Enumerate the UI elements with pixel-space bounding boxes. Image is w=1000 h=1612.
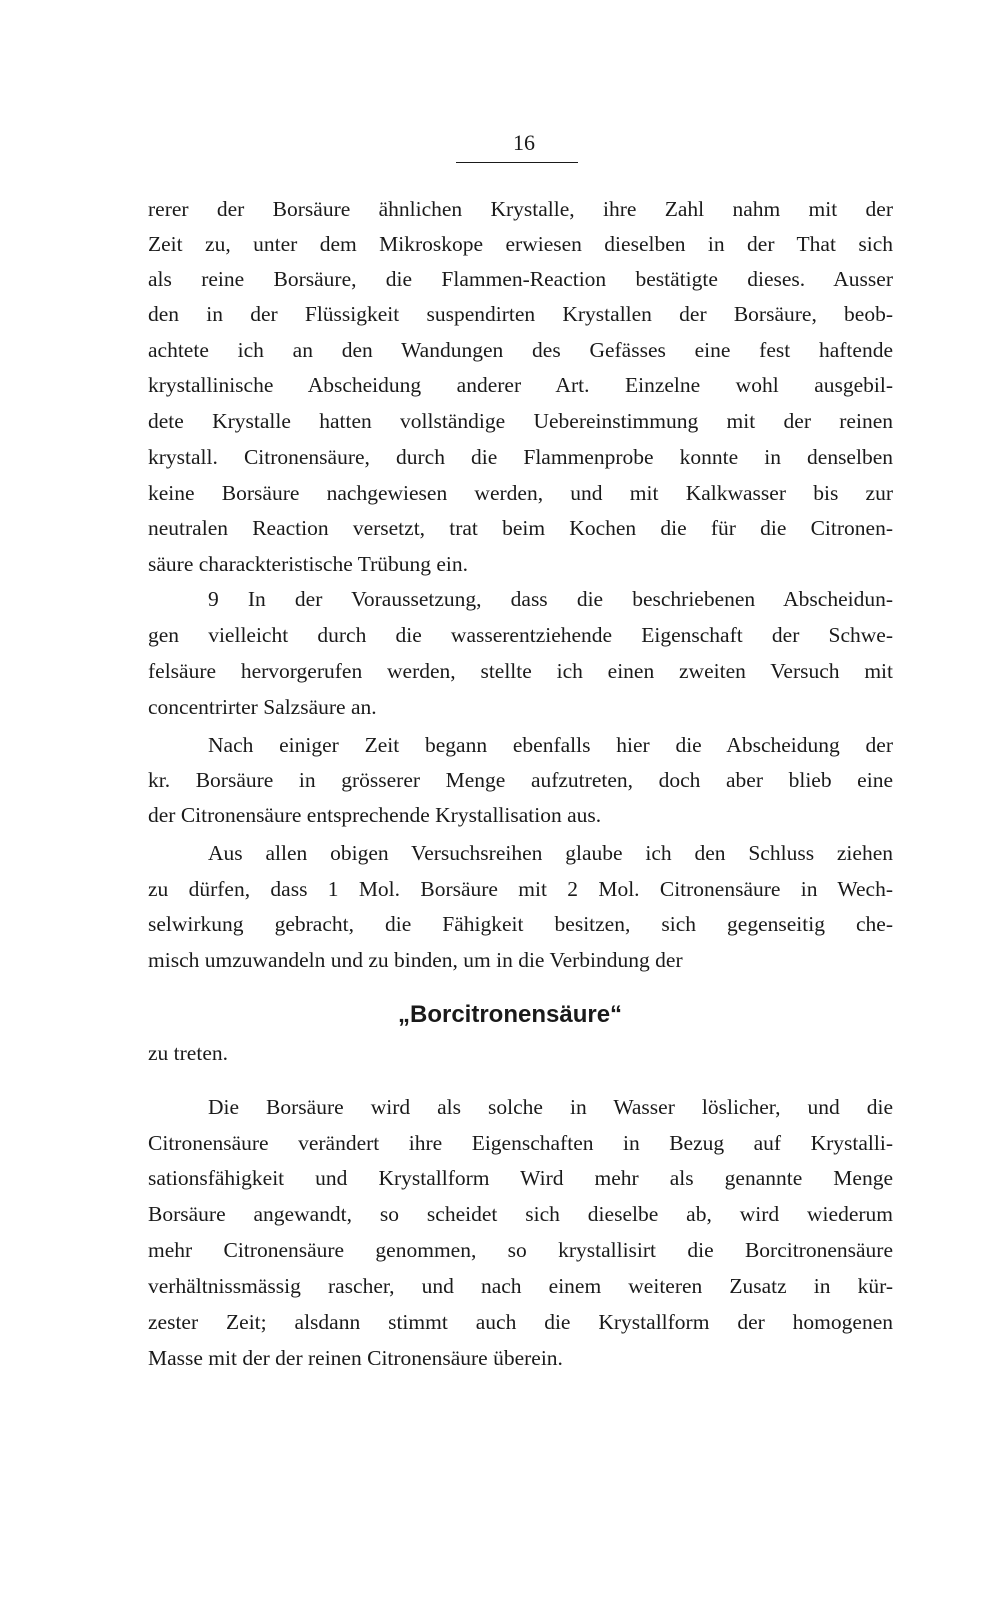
text-line: rerer der Borsäure ähnlichen Krystalle, ihre Zahl nahm mit der (148, 197, 893, 221)
text-line: mehr Citronensäure genommen, so krystallisirt die Borcitronensäure (148, 1238, 893, 1262)
text-line: als reine Borsäure, die Flammen-Reaction bestätigte dieses. Ausser (148, 267, 893, 291)
text-line: Citronensäure verändert ihre Eigenschaften in Bezug auf Krystalli- (148, 1131, 893, 1155)
text-line: Nach einiger Zeit begann ebenfalls hier die Abscheidung der (208, 733, 893, 757)
text-line: gen vielleicht durch die wasserentziehende Eigenschaft der Schwe- (148, 623, 893, 647)
text-line: Masse mit der der reinen Citronensäure überein. (148, 1346, 563, 1370)
text-line: achtete ich an den Wandungen des Gefässes eine fest haftende (148, 338, 893, 362)
text-line: kr. Borsäure in grösserer Menge aufzutreten, doch aber blieb eine (148, 768, 893, 792)
text-line: Zeit zu, unter dem Mikroskope erwiesen dieselben in der That sich (148, 232, 893, 256)
text-line: zester Zeit; alsdann stimmt auch die Krystallform der homogenen (148, 1310, 893, 1334)
page-number: 16 (513, 130, 535, 155)
text-line: krystall. Citronensäure, durch die Flammenprobe konnte in denselben (148, 445, 893, 469)
text-line: Borsäure angewandt, so scheidet sich dieselbe ab, wird wiederum (148, 1202, 893, 1226)
header-rule (456, 162, 578, 163)
text-line: krystallinische Abscheidung anderer Art. Einzelne wohl ausgebil- (148, 373, 893, 397)
text-line: der Citronensäure entsprechende Krystallisation aus. (148, 803, 602, 827)
text-line: verhältnissmässig rascher, und nach einem weiteren Zusatz in kür- (148, 1274, 893, 1298)
text-line: Aus allen obigen Versuchsreihen glaube ich den Schluss ziehen (208, 841, 893, 865)
text-line: 9 In der Voraussetzung, dass die beschriebenen Abscheidun- (208, 587, 893, 611)
text-line: zu treten. (148, 1041, 228, 1065)
text-line: misch umzuwandeln und zu binden, um in die Verbindung der (148, 948, 683, 972)
compound-heading: „Borcitronensäure“ (398, 1001, 623, 1028)
text-line: zu dürfen, dass 1 Mol. Borsäure mit 2 Mol. Citronensäure in Wech- (148, 877, 893, 901)
text-line: concentrirter Salzsäure an. (148, 695, 377, 719)
text-line: selwirkung gebracht, die Fähigkeit besitzen, sich gegenseitig che- (148, 912, 893, 936)
text-line: neutralen Reaction versetzt, trat beim Kochen die für die Citronen- (148, 516, 893, 540)
text-line: dete Krystalle hatten vollständige Uebereinstimmung mit der reinen (148, 409, 893, 433)
text-line: Die Borsäure wird als solche in Wasser löslicher, und die (208, 1095, 893, 1119)
text-line: felsäure hervorgerufen werden, stellte ich einen zweiten Versuch mit (148, 659, 893, 683)
text-line: keine Borsäure nachgewiesen werden, und mit Kalkwasser bis zur (148, 481, 893, 505)
text-line: säure charackteristische Trübung ein. (148, 552, 469, 576)
text-line: den in der Flüssigkeit suspendirten Krystallen der Borsäure, beob- (148, 302, 893, 326)
text-line: sationsfähigkeit und Krystallform Wird mehr als genannte Menge (148, 1166, 893, 1190)
